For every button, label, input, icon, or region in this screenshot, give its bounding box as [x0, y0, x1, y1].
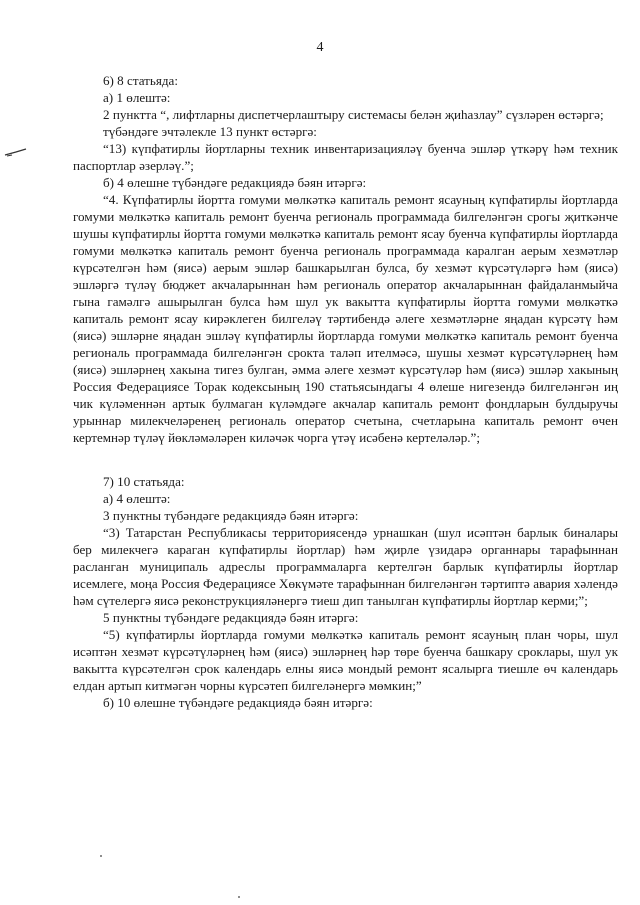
paragraph: а) 4 өлештә: — [103, 491, 171, 506]
paragraph: 5 пунктны түбәндәге редакциядә бәян итәргә: — [103, 610, 359, 625]
scan-speck — [100, 855, 102, 857]
paragraph: 2 пунктта “, лифтларны диспетчерлаштыру системасы белән җиһазлау” сүзләрен өстәргә; — [103, 107, 604, 122]
paragraph: 6) 8 статьяда: — [103, 73, 178, 88]
scan-speck — [238, 896, 240, 898]
paragraph: а) 1 өлештә: — [103, 90, 171, 105]
paragraph: “5) күпфатирлы йортларда гомуми мөлкәткә капиталь ремонт ясауның план чоры, шул исәптән хезмәт күрсәтүләрнең һәм (яисә) эшләрнең һәр төре буенча башкару сроклары, шул ук вакытта күрсәтелгән срок календарь елны яисә мондый ремонт ясалырга тиешле өч календарь елдан артып китмәгән чорны күрсәтеп билгеләнергә мөмкин;” — [73, 627, 618, 693]
page-number: 4 — [316, 40, 324, 55]
paragraph: түбәндәге эчтәлекле 13 пункт өстәргә: — [103, 124, 317, 139]
paragraph: “13) күпфатирлы йортларны техник инвентаризацияләү буенча эшләр үткәрү һәм техник паспортлар әзерләү.”; — [73, 141, 618, 173]
paragraph: 7) 10 статьяда: — [103, 474, 185, 489]
document-body — [73, 72, 618, 711]
paragraph: 3 пунктны түбәндәге редакциядә бәян итәргә: — [103, 508, 359, 523]
margin-checkmark-icon — [4, 146, 28, 158]
paragraph: “4. Күпфатирлы йортта гомуми мөлкәткә капиталь ремонт ясауның күпфатирлы йортларда гомуми мөлкәткә капиталь ремонт буенча региональ программада билгеләнгән срогы җиткәнче шушы күпфатирлы йортта гомуми мөлкәткә капиталь ремонт ясау буенча күпфатирлы йортларда гомуми мөлкәткә капиталь ремонт буенча региональ программада каралган аерым хезмәтләр күрсәтелгән һәм (яисә) аерым эшләр башкарылган булса, бу хезмәт күрсәтүләргә һәм (яисә) эшләргә түләү бюджет акчаларыннан һәм региональ оператор акчаларыннан файдаланмыйча гына гамәлгә ашырылган булса һәм шул ук вакытта күпфатирлы йортта гомуми мөлкәткә капиталь ремонт ясау кирәклеген билгеләү тәртибендә әлеге хезмәтләрне яңадан күрсәтү һәм (яисә) эшләрне яңадан эшләү күпфатирлы йортларда гомуми мөлкәткә капиталь ремонт буенча региональ программада билгеләнгән срокта таләп ителмәсә, шушы хезмәт күрсәтүләрнең һәм (яисә) эшләрнең хакына тигез булган, әмма әлеге хезмәт күрсәтүләр һәм (яисә) эшләр хакының Россия Федерациясе Торак кодексының 190 статьясындагы 4 өлеше нигезендә билгеләнгән иң чик күләменнән артык булмаган күләмдәге акчалар капиталь ремонт фондларын булдыручы урыннар милекчеләренең региональ оператор счетына, счетларына капиталь ремонт өчен кертемнәр түләү йөкләмәләрен киләчәк чорга үтәү исәбенә кертеләләр.”; — [73, 192, 618, 445]
paragraph: б) 10 өлешне түбәндәге редакциядә бәян итәргә: — [103, 695, 373, 710]
paragraph: “3) Татарстан Республикасы территориясендә урнашкан (шул исәптән барлык биналары бер милекчегә караган күпфатирлы йортлар) һәм җирле үзидарә органнары тарафыннан расланган муниципаль адреслы программаларга кертелгән барлык күпфатирлы йортлар исемлеге, моңа Россия Федерациясе Хөкүмәте тарафыннан билгеләнгән тәртиптә авария хәлендә һәм сүтелергә яисә реконструкцияләнергә тиеш дип танылган күпфатирлы йортлар керми;”; — [73, 525, 618, 608]
paragraph: б) 4 өлешне түбәндәге редакциядә бәян итәргә: — [103, 175, 367, 190]
paragraph-gap — [73, 446, 618, 473]
